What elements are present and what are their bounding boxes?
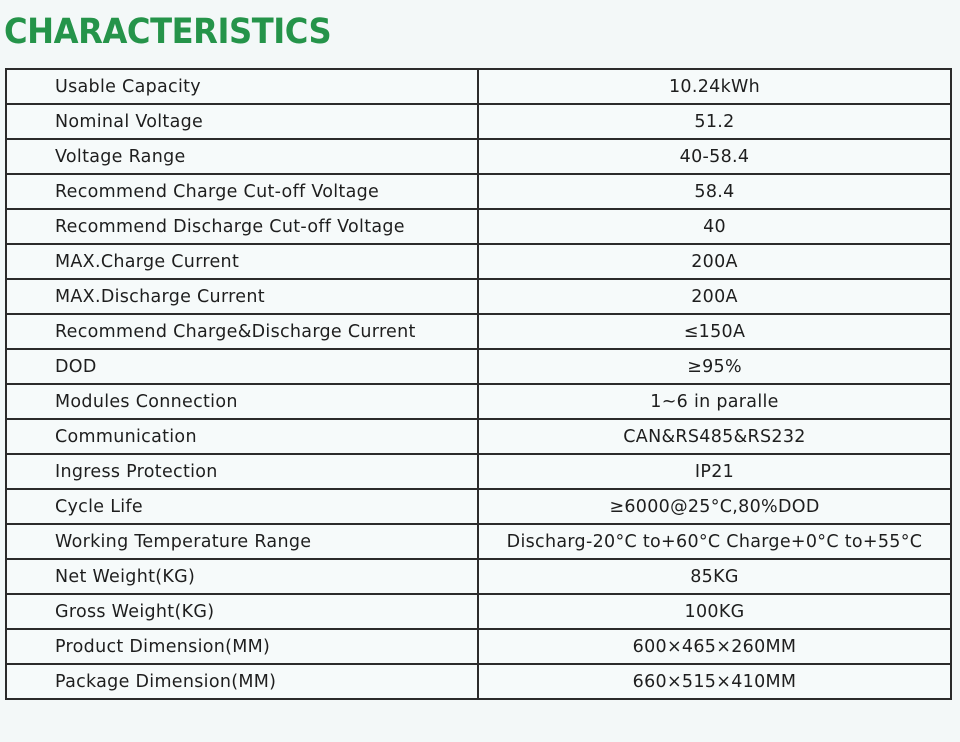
spec-label: Recommend Charge&Discharge Current: [6, 314, 478, 349]
table-row: [6, 664, 951, 699]
spec-label: Product Dimension(MM): [6, 629, 478, 664]
spec-value: IP21: [478, 454, 951, 489]
table-row: [6, 419, 951, 454]
spec-value: 1~6 in paralle: [478, 384, 951, 419]
spec-value: 51.2: [478, 104, 951, 139]
spec-label: Gross Weight(KG): [6, 594, 478, 629]
spec-value: 40-58.4: [478, 139, 951, 174]
table-row: [6, 559, 951, 594]
spec-label: Usable Capacity: [6, 69, 478, 104]
table-row: [6, 629, 951, 664]
page-title: CHARACTERISTICS: [4, 12, 332, 52]
spec-label: Voltage Range: [6, 139, 478, 174]
spec-label: Nominal Voltage: [6, 104, 478, 139]
spec-value: CAN&RS485&RS232: [478, 419, 951, 454]
spec-label: Communication: [6, 419, 478, 454]
table-row: [6, 69, 951, 104]
spec-label: Recommend Charge Cut-off Voltage: [6, 174, 478, 209]
spec-label: Net Weight(KG): [6, 559, 478, 594]
spec-label: DOD: [6, 349, 478, 384]
table-row: [6, 524, 951, 559]
table-row: [6, 209, 951, 244]
spec-label: Modules Connection: [6, 384, 478, 419]
spec-value: 100KG: [478, 594, 951, 629]
spec-value: 600×465×260MM: [478, 629, 951, 664]
table-row: [6, 594, 951, 629]
spec-value: 660×515×410MM: [478, 664, 951, 699]
table-row: [6, 454, 951, 489]
spec-label: MAX.Discharge Current: [6, 279, 478, 314]
spec-value: 40: [478, 209, 951, 244]
table-row: [6, 349, 951, 384]
spec-value: 58.4: [478, 174, 951, 209]
spec-label: Working Temperature Range: [6, 524, 478, 559]
spec-value: Discharg-20°C to+60°C Charge+0°C to+55°C: [478, 524, 951, 559]
spec-label: Recommend Discharge Cut-off Voltage: [6, 209, 478, 244]
spec-value: 200A: [478, 279, 951, 314]
table-row: [6, 244, 951, 279]
spec-value: ≥95%: [478, 349, 951, 384]
table-row: [6, 174, 951, 209]
spec-label: MAX.Charge Current: [6, 244, 478, 279]
spec-value: 10.24kWh: [478, 69, 951, 104]
table-row: [6, 489, 951, 524]
spec-label: Cycle Life: [6, 489, 478, 524]
table-row: [6, 314, 951, 349]
spec-value: ≤150A: [478, 314, 951, 349]
table-row: [6, 384, 951, 419]
spec-label: Ingress Protection: [6, 454, 478, 489]
spec-value: 200A: [478, 244, 951, 279]
spec-value: 85KG: [478, 559, 951, 594]
characteristics-table: [5, 68, 952, 700]
spec-label: Package Dimension(MM): [6, 664, 478, 699]
spec-value: ≥6000@25°C,80%DOD: [478, 489, 951, 524]
table-row: [6, 279, 951, 314]
table-row: [6, 104, 951, 139]
table-row: [6, 139, 951, 174]
